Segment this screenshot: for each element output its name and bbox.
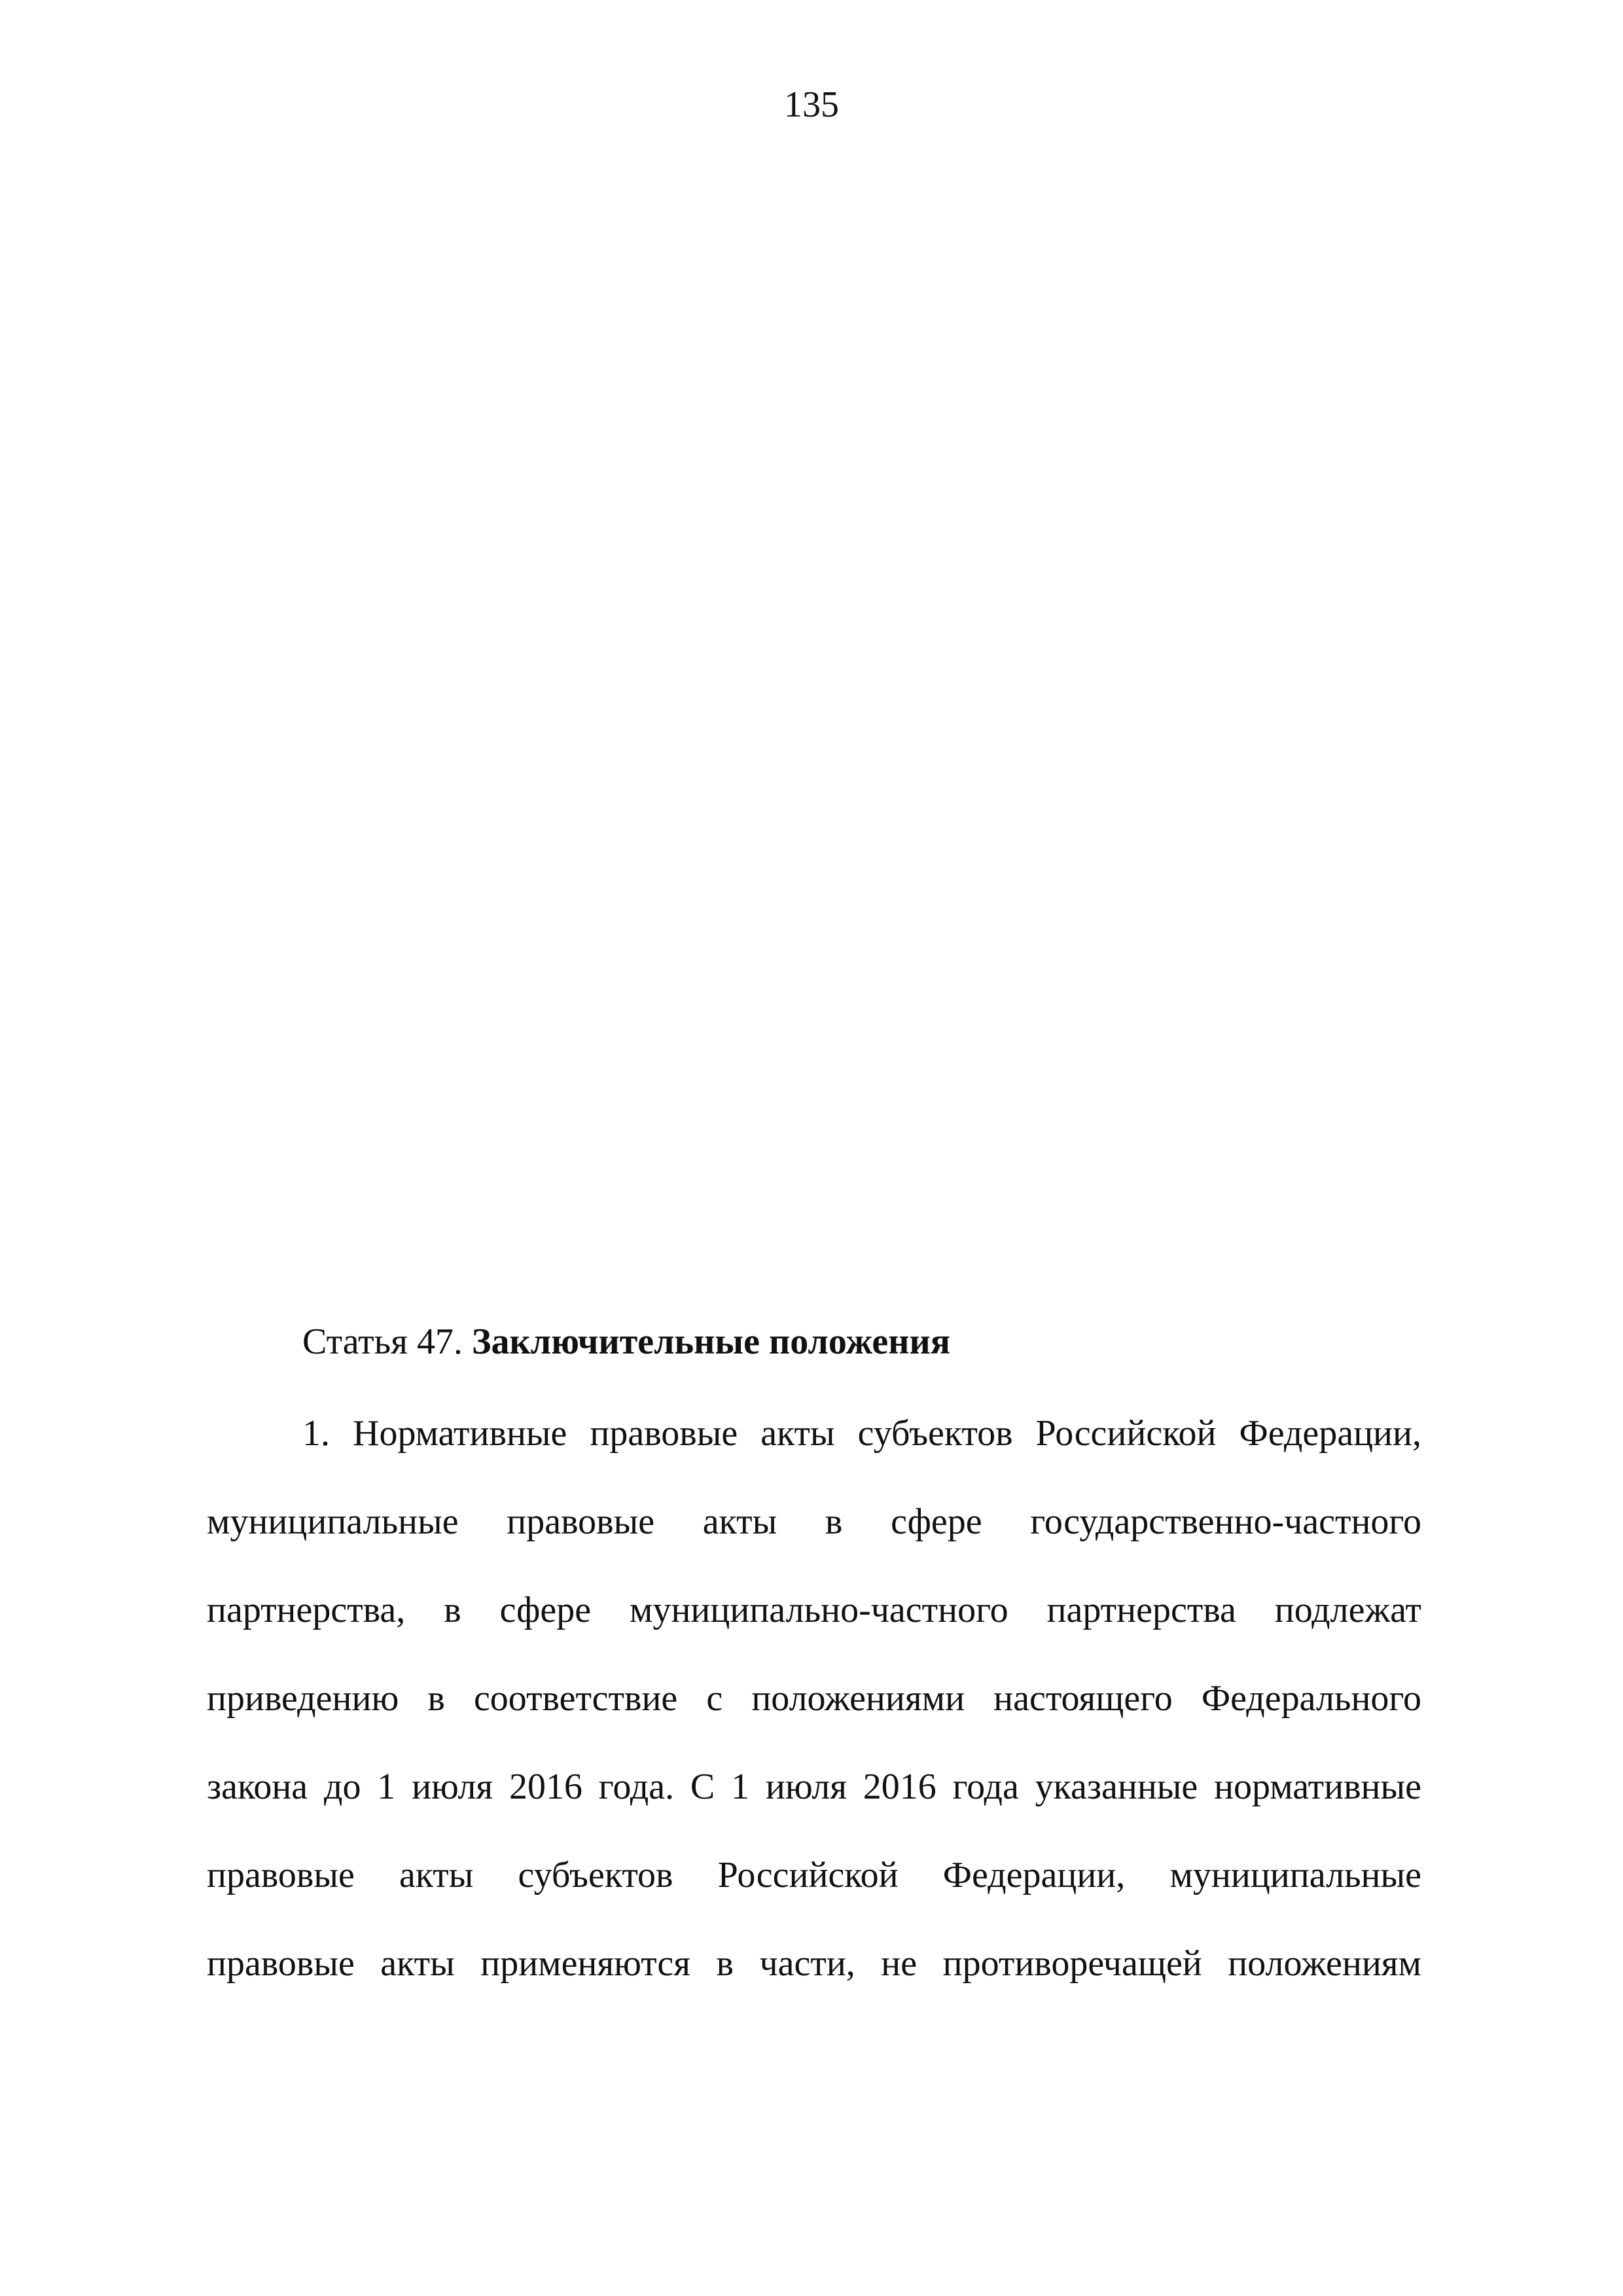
page-number: 135 bbox=[784, 84, 839, 125]
article-body bbox=[207, 1407, 1421, 2026]
body-line-5: закона до 1 июля 2016 года. С 1 июля 2016 года указанные нормативные bbox=[207, 1767, 1421, 1807]
body-line-2: муниципальные правовые акты в сфере государственно-частного bbox=[207, 1501, 1421, 1542]
body-line-6: правовые акты субъектов Российской Федерации, муниципальные bbox=[207, 1855, 1421, 1895]
article-title: Заключительные положения bbox=[471, 1321, 951, 1362]
body-line-7: правовые акты применяются в части, не противоречащей положениям bbox=[207, 1943, 1421, 1984]
body-line-3: партнерства, в сфере муниципально-частного партнерства подлежат bbox=[207, 1590, 1421, 1630]
article-label: Статья 47. bbox=[302, 1321, 463, 1362]
article-heading bbox=[302, 1316, 950, 1368]
body-line-1: 1. Нормативные правовые акты субъектов Российской Федерации, bbox=[302, 1413, 1421, 1454]
body-line-4: приведению в соответствие с положениями настоящего Федерального bbox=[207, 1678, 1421, 1719]
